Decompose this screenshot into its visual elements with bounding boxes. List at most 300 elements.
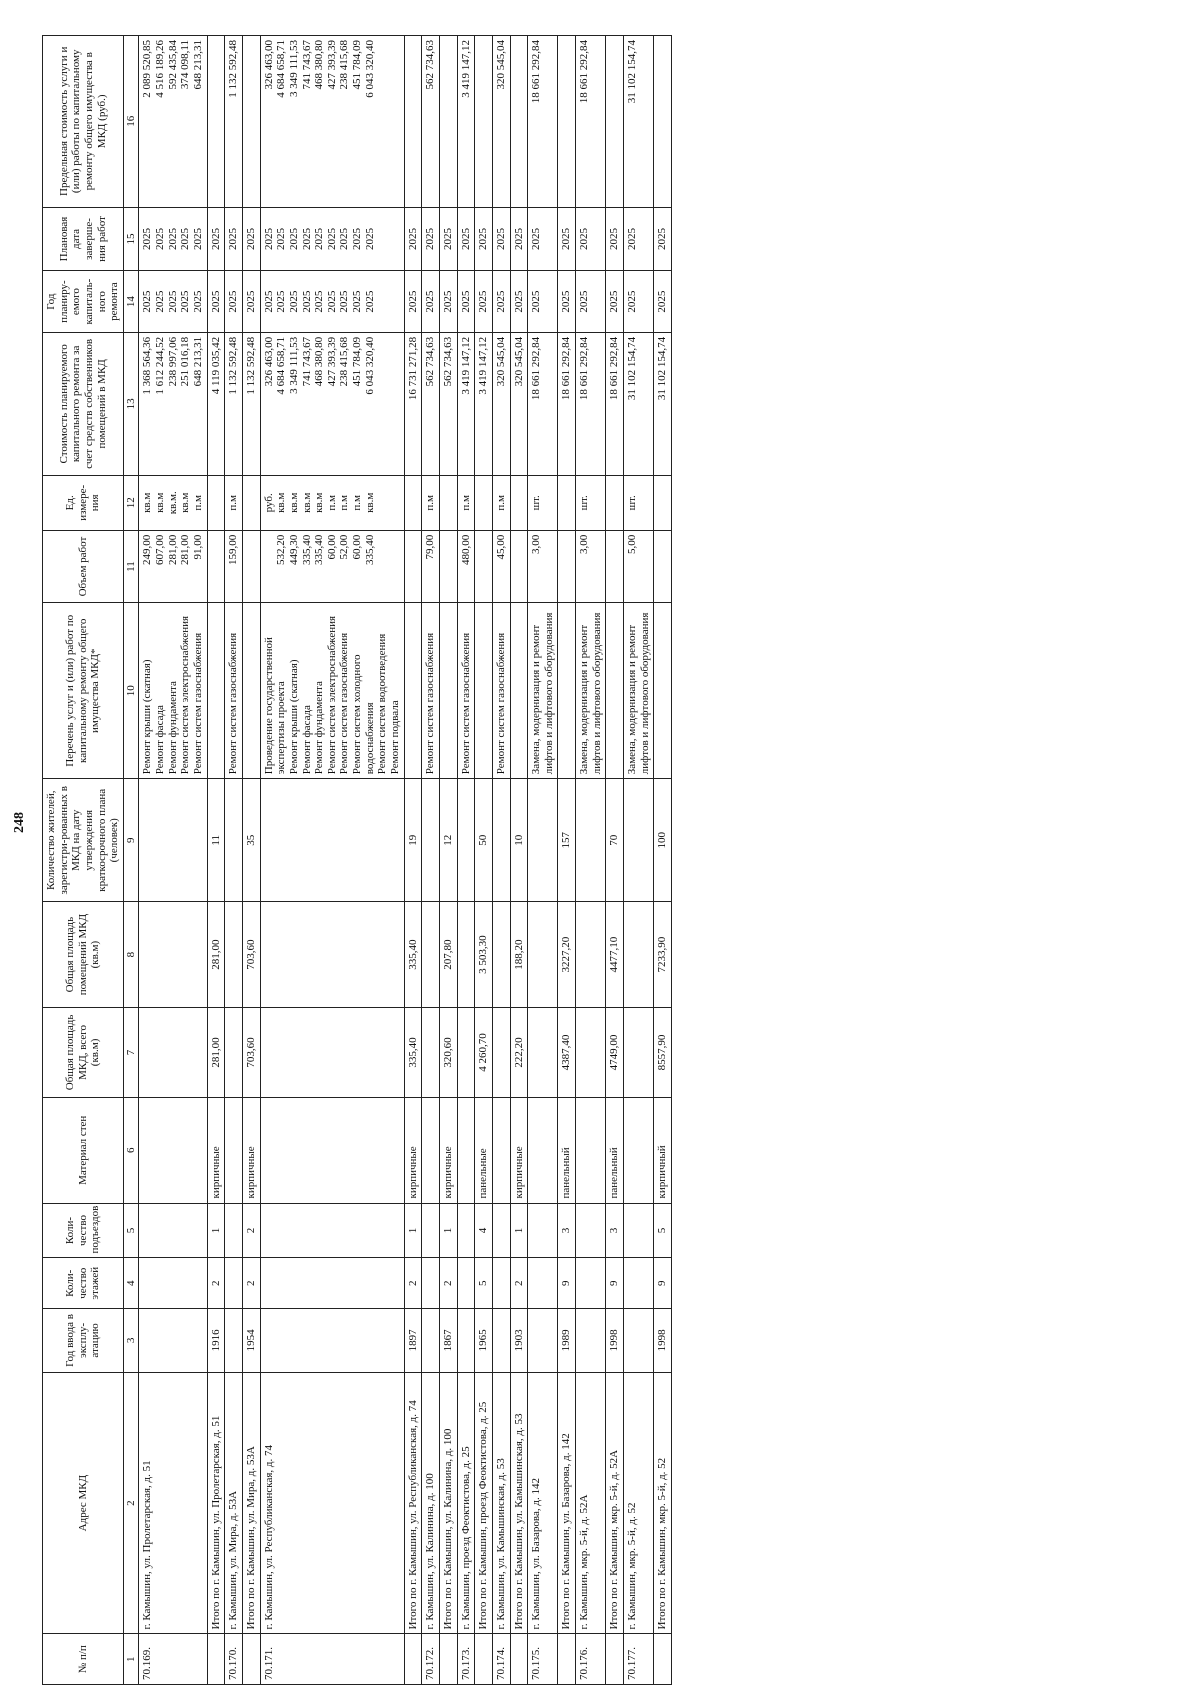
year-cell: 1903 — [510, 1309, 528, 1373]
address-cell: Итого по г. Камышин, ул. Базарова, д. 142 — [558, 1372, 576, 1634]
floors-cell: 9 — [558, 1258, 576, 1309]
volume-cell-line: 607,00 — [154, 534, 167, 566]
entrances-cell — [576, 1203, 606, 1258]
area-rooms-cell: 207,80 — [439, 902, 457, 1008]
end-date-cell-line: 2025 — [275, 227, 288, 250]
plan-year-cell — [207, 271, 225, 333]
plan-year-cell-line: 2025 — [154, 290, 167, 313]
cost-cell-line: 18 661 292,84 — [530, 336, 543, 401]
address-cell: г. Камышин, ул. Мира, д. 53А — [225, 1372, 243, 1634]
end-date-cell — [404, 207, 422, 271]
residents-cell: 12 — [439, 779, 457, 902]
column-number: 14 — [123, 271, 139, 333]
max-cost-cell — [457, 36, 475, 208]
max-cost-cell-line: 741 743,67 — [300, 40, 313, 90]
plan-year-cell-line: 2025 — [512, 290, 525, 313]
end-date-cell — [225, 207, 243, 271]
row-number — [654, 1634, 672, 1685]
unit-cell — [225, 475, 243, 530]
volume-cell-line: 91,00 — [192, 534, 205, 560]
plan-year-cell-line: 2025 — [338, 290, 351, 313]
works-cell — [510, 603, 528, 779]
end-date-cell — [510, 207, 528, 271]
cost-cell-line: 18 661 292,84 — [608, 336, 621, 401]
unit-cell-line: кв.м — [141, 492, 154, 513]
column-header: Общая площадь МКД, всего (кв.м) — [43, 1007, 124, 1097]
area-rooms-cell: 188,20 — [510, 902, 528, 1008]
floors-cell: 2 — [439, 1258, 457, 1309]
unit-cell — [492, 475, 510, 530]
cost-cell-line: 468 380,80 — [313, 336, 326, 387]
max-cost-cell-line — [608, 40, 621, 203]
max-cost-cell-line — [477, 40, 490, 203]
rotated-page — [42, 35, 1197, 1685]
works-cell — [457, 603, 475, 779]
year-cell — [225, 1309, 243, 1373]
plan-year-cell — [404, 271, 422, 333]
row-number: 70.172. — [422, 1634, 440, 1685]
works-cell — [475, 603, 493, 779]
cost-cell — [439, 332, 457, 475]
works-cell-line: Ремонт систем газоснабжения — [192, 632, 205, 775]
volume-cell-line — [477, 535, 490, 599]
table-row — [439, 36, 457, 1685]
works-cell-line: Ремонт систем электроснабжения — [325, 615, 338, 775]
area-rooms-cell — [576, 902, 606, 1008]
plan-year-cell-line: 2025 — [287, 290, 300, 313]
end-date-cell-line: 2025 — [338, 227, 351, 250]
row-number: 70.170. — [225, 1634, 243, 1685]
unit-cell-line — [560, 480, 573, 526]
end-date-cell — [260, 207, 404, 271]
column-number: 4 — [123, 1258, 139, 1309]
column-number: 15 — [123, 207, 139, 271]
unit-cell-line: руб. — [262, 493, 275, 513]
volume-cell-line: 335,40 — [363, 534, 376, 566]
entrances-cell — [457, 1203, 475, 1258]
floors-cell — [457, 1258, 475, 1309]
end-date-cell-line: 2025 — [459, 227, 472, 250]
unit-cell — [510, 475, 528, 530]
works-cell-line: Ремонт систем газоснабжения — [424, 632, 437, 775]
works-cell — [606, 603, 624, 779]
material-cell — [260, 1098, 404, 1204]
cost-cell-line: 320 545,04 — [512, 336, 525, 387]
residents-cell: 35 — [242, 779, 260, 902]
column-header: Материал стен — [43, 1098, 124, 1204]
cost-cell — [606, 332, 624, 475]
plan-year-cell — [654, 271, 672, 333]
entrances-cell: 1 — [207, 1203, 225, 1258]
works-cell — [576, 603, 606, 779]
area-rooms-cell: 3 503,30 — [475, 902, 493, 1008]
table-row — [606, 36, 624, 1685]
end-date-cell-line: 2025 — [477, 227, 490, 250]
volume-cell — [576, 530, 606, 603]
volume-cell — [510, 530, 528, 603]
end-date-cell-line: 2025 — [287, 227, 300, 250]
end-date-cell — [422, 207, 440, 271]
unit-cell — [558, 475, 576, 530]
max-cost-cell-line — [560, 40, 573, 203]
year-cell: 1954 — [242, 1309, 260, 1373]
material-cell: кирпичные — [439, 1098, 457, 1204]
max-cost-cell-line: 6 043 320,40 — [363, 40, 376, 98]
entrances-cell: 1 — [404, 1203, 422, 1258]
floors-cell — [225, 1258, 243, 1309]
end-date-cell — [439, 207, 457, 271]
residents-cell — [225, 779, 243, 902]
column-number: 5 — [123, 1203, 139, 1258]
cost-cell-line: 16 731 271,28 — [406, 336, 419, 401]
end-date-cell-line: 2025 — [192, 227, 205, 250]
max-cost-cell-line: 326 463,00 — [262, 40, 275, 90]
volume-cell-line — [513, 535, 526, 599]
row-number — [439, 1634, 457, 1685]
end-date-cell-line: 2025 — [313, 227, 326, 250]
table-row — [558, 36, 576, 1685]
end-date-cell-line: 2025 — [325, 227, 338, 250]
volume-cell — [404, 530, 422, 603]
table-row — [623, 36, 653, 1685]
column-header: Перечень услуг и (или) работ по капитальному ремонту общего имущества МКД* — [43, 603, 124, 779]
area-total-cell: 703,60 — [242, 1007, 260, 1097]
plan-year-cell-line: 2025 — [608, 290, 621, 313]
cost-cell-line: 4 119 035,42 — [209, 336, 222, 395]
cost-cell — [576, 332, 606, 475]
unit-cell — [207, 475, 225, 530]
works-cell-line: Ремонт крыши (скатная) — [141, 659, 154, 775]
works-cell — [404, 603, 422, 779]
volume-cell-line: 3,00 — [578, 534, 591, 555]
table-row — [404, 36, 422, 1685]
floors-cell — [528, 1258, 558, 1309]
capital-repair-table — [42, 35, 672, 1685]
area-total-cell — [576, 1007, 606, 1097]
area-total-cell: 320,60 — [439, 1007, 457, 1097]
plan-year-cell-line: 2025 — [530, 290, 543, 313]
cost-cell — [558, 332, 576, 475]
works-cell — [260, 603, 404, 779]
end-date-cell-line: 2025 — [406, 227, 419, 250]
plan-year-cell-line: 2025 — [656, 290, 669, 313]
volume-cell-line — [245, 535, 258, 599]
material-cell: кирпичные — [207, 1098, 225, 1204]
max-cost-cell-line: 451 784,09 — [351, 40, 364, 90]
volume-cell — [139, 530, 207, 603]
cost-cell-line: 4 684 658,71 — [275, 336, 288, 395]
end-date-cell-line: 2025 — [424, 227, 437, 250]
cost-cell — [139, 332, 207, 475]
max-cost-cell — [528, 36, 558, 208]
cost-cell — [623, 332, 653, 475]
cost-cell-line: 1 612 244,52 — [154, 336, 167, 395]
cost-cell-line: 1 132 592,48 — [227, 336, 240, 395]
year-cell: 1989 — [558, 1309, 576, 1373]
plan-year-cell-line: 2025 — [406, 290, 419, 313]
works-cell — [225, 603, 243, 779]
material-cell: кирпичные — [510, 1098, 528, 1204]
end-date-cell — [492, 207, 510, 271]
cost-cell-line: 3 419 147,12 — [459, 336, 472, 395]
unit-cell-line: шт. — [625, 495, 638, 511]
floors-cell — [576, 1258, 606, 1309]
area-total-cell — [225, 1007, 243, 1097]
end-date-cell-line: 2025 — [179, 227, 192, 250]
unit-cell-line: кв.м — [287, 492, 300, 513]
plan-year-cell — [225, 271, 243, 333]
end-date-cell-line: 2025 — [166, 227, 179, 250]
max-cost-cell — [139, 36, 207, 208]
residents-cell: 157 — [558, 779, 576, 902]
end-date-cell — [242, 207, 260, 271]
end-date-cell — [139, 207, 207, 271]
works-cell-line: Замена, модернизация и ремонт лифтов и лифтового оборудования — [625, 612, 651, 775]
cost-cell — [492, 332, 510, 475]
area-rooms-cell: 703,60 — [242, 902, 260, 1008]
works-cell-line — [477, 607, 490, 774]
table-row — [475, 36, 493, 1685]
address-cell: Итого по г. Камышин, ул. Мира, д. 53А — [242, 1372, 260, 1634]
works-cell-line: Ремонт систем газоснабжения — [227, 632, 240, 775]
max-cost-cell-line: 3 419 147,12 — [459, 40, 472, 98]
plan-year-cell — [558, 271, 576, 333]
unit-cell — [606, 475, 624, 530]
column-header: Год ввода в эксплу-атацию — [43, 1309, 124, 1373]
plan-year-cell — [457, 271, 475, 333]
residents-cell: 19 — [404, 779, 422, 902]
residents-cell — [422, 779, 440, 902]
plan-year-cell — [528, 271, 558, 333]
entrances-cell — [623, 1203, 653, 1258]
plan-year-cell-line: 2025 — [227, 290, 240, 313]
end-date-cell-line: 2025 — [363, 227, 376, 250]
row-number — [207, 1634, 225, 1685]
unit-cell-line: кв.м — [363, 492, 376, 513]
max-cost-cell-line: 468 380,80 — [313, 40, 326, 90]
material-cell — [528, 1098, 558, 1204]
row-number — [606, 1634, 624, 1685]
residents-cell: 70 — [606, 779, 624, 902]
area-rooms-cell — [492, 902, 510, 1008]
column-number: 11 — [123, 530, 139, 603]
floors-cell: 5 — [475, 1258, 493, 1309]
table-row — [510, 36, 528, 1685]
address-cell: г. Камышин, мкр. 5-й, д. 52А — [576, 1372, 606, 1634]
address-cell: Итого по г. Камышин, ул. Камышинская, д. 53 — [510, 1372, 528, 1634]
plan-year-cell — [510, 271, 528, 333]
end-date-cell-line: 2025 — [244, 227, 257, 250]
works-cell-line — [245, 607, 258, 774]
plan-year-cell-line: 2025 — [192, 290, 205, 313]
cost-cell-line: 1 132 592,48 — [244, 336, 257, 395]
unit-cell — [439, 475, 457, 530]
volume-cell — [528, 530, 558, 603]
volume-cell-line: 60,00 — [325, 534, 338, 560]
cost-cell — [475, 332, 493, 475]
table-row — [528, 36, 558, 1685]
column-number-row — [123, 36, 139, 1685]
works-cell-line: Ремонт фасада — [154, 705, 167, 775]
plan-year-cell-line: 2025 — [244, 290, 257, 313]
area-rooms-cell — [139, 902, 207, 1008]
plan-year-cell-line: 2025 — [441, 290, 454, 313]
residents-cell — [457, 779, 475, 902]
volume-cell-line: 335,40 — [313, 534, 326, 566]
table-row — [457, 36, 475, 1685]
material-cell — [492, 1098, 510, 1204]
cost-cell-line: 251 016,18 — [179, 336, 192, 387]
works-cell-line — [656, 607, 669, 774]
end-date-cell — [623, 207, 653, 271]
works-cell-line: Ремонт фундамента — [166, 681, 179, 775]
works-cell — [654, 603, 672, 779]
volume-cell-line — [656, 535, 669, 599]
material-cell — [457, 1098, 475, 1204]
volume-cell — [654, 530, 672, 603]
column-number: 1 — [123, 1634, 139, 1685]
column-number: 8 — [123, 902, 139, 1008]
volume-cell — [475, 530, 493, 603]
residents-cell: 50 — [475, 779, 493, 902]
end-date-cell-line: 2025 — [578, 227, 591, 250]
year-cell: 1998 — [654, 1309, 672, 1373]
volume-cell-line: 335,40 — [300, 534, 313, 566]
material-cell — [623, 1098, 653, 1204]
works-cell-line: Ремонт систем электроснабжения — [179, 615, 192, 775]
max-cost-cell — [207, 36, 225, 208]
cost-cell-line: 18 661 292,84 — [578, 336, 591, 401]
plan-year-cell-line: 2025 — [325, 290, 338, 313]
entrances-cell — [260, 1203, 404, 1258]
unit-cell-line: кв.м — [179, 492, 192, 513]
end-date-cell-line: 2025 — [262, 227, 275, 250]
max-cost-cell-line — [210, 40, 223, 203]
header-row — [43, 36, 124, 1685]
unit-cell — [623, 475, 653, 530]
material-cell: кирпичный — [654, 1098, 672, 1204]
material-cell — [422, 1098, 440, 1204]
works-cell-line: Ремонт фасада — [300, 705, 313, 775]
entrances-cell: 1 — [439, 1203, 457, 1258]
table-row — [576, 36, 606, 1685]
unit-cell-line — [245, 480, 258, 526]
material-cell — [576, 1098, 606, 1204]
area-total-cell: 8557,90 — [654, 1007, 672, 1097]
unit-cell-line: шт. — [578, 495, 591, 511]
area-total-cell: 335,40 — [404, 1007, 422, 1097]
works-cell-line — [513, 607, 526, 774]
column-header: Коли-чество этажей — [43, 1258, 124, 1309]
works-cell — [439, 603, 457, 779]
year-cell: 1998 — [606, 1309, 624, 1373]
cost-cell-line: 238 415,68 — [338, 336, 351, 387]
area-rooms-cell — [623, 902, 653, 1008]
residents-cell — [139, 779, 207, 902]
plan-year-cell — [576, 271, 606, 333]
area-rooms-cell: 7233,90 — [654, 902, 672, 1008]
material-cell — [139, 1098, 207, 1204]
max-cost-cell — [576, 36, 606, 208]
material-cell: панельный — [558, 1098, 576, 1204]
cost-cell-line: 648 213,31 — [192, 336, 205, 387]
unit-cell-line — [513, 480, 526, 526]
material-cell: кирпичные — [404, 1098, 422, 1204]
address-cell: Итого по г. Камышин, ул. Республиканская, д. 74 — [404, 1372, 422, 1634]
unit-cell-line: п.м — [494, 494, 507, 511]
page-number: 248 — [12, 812, 27, 833]
plan-year-cell-line: 2025 — [275, 290, 288, 313]
end-date-cell-line: 2025 — [300, 227, 313, 250]
end-date-cell-line: 2025 — [209, 227, 222, 250]
plan-year-cell-line: 2025 — [179, 290, 192, 313]
area-rooms-cell — [260, 902, 404, 1008]
column-number: 12 — [123, 475, 139, 530]
column-number: 16 — [123, 36, 139, 208]
max-cost-cell-line — [656, 40, 669, 203]
end-date-cell — [576, 207, 606, 271]
entrances-cell: 5 — [654, 1203, 672, 1258]
unit-cell — [475, 475, 493, 530]
plan-year-cell-line: 2025 — [141, 290, 154, 313]
year-cell — [623, 1309, 653, 1373]
cost-cell-line: 562 734,63 — [441, 336, 454, 387]
plan-year-cell-line: 2025 — [209, 290, 222, 313]
plan-year-cell-line: 2025 — [625, 290, 638, 313]
row-number — [475, 1634, 493, 1685]
row-number — [404, 1634, 422, 1685]
unit-cell — [576, 475, 606, 530]
max-cost-cell-line: 4 516 189,26 — [154, 40, 167, 98]
area-total-cell: 4387,40 — [558, 1007, 576, 1097]
volume-cell-line: 52,00 — [338, 534, 351, 560]
floors-cell: 2 — [207, 1258, 225, 1309]
floors-cell — [422, 1258, 440, 1309]
volume-cell-line — [263, 535, 276, 599]
unit-cell-line: шт. — [530, 495, 543, 511]
table-body — [139, 36, 671, 1685]
max-cost-cell-line: 31 102 154,74 — [625, 40, 638, 104]
plan-year-cell-line: 2025 — [262, 290, 275, 313]
max-cost-cell — [404, 36, 422, 208]
volume-cell-line: 480,00 — [459, 534, 472, 566]
plan-year-cell-line: 2025 — [313, 290, 326, 313]
residents-cell — [492, 779, 510, 902]
floors-cell — [623, 1258, 653, 1309]
material-cell: кирпичные — [242, 1098, 260, 1204]
unit-cell-line — [442, 480, 455, 526]
unit-cell-line — [210, 480, 223, 526]
end-date-cell — [207, 207, 225, 271]
cost-cell — [422, 332, 440, 475]
max-cost-cell-line: 3 349 111,53 — [287, 40, 300, 97]
volume-cell-line — [407, 535, 420, 599]
end-date-cell-line: 2025 — [608, 227, 621, 250]
unit-cell — [528, 475, 558, 530]
max-cost-cell — [439, 36, 457, 208]
end-date-cell-line: 2025 — [494, 227, 507, 250]
works-cell-line: Ремонт систем газоснабжения — [459, 632, 472, 775]
address-cell: Итого по г. Камышин, мкр. 5-й, д. 52А — [606, 1372, 624, 1634]
max-cost-cell — [654, 36, 672, 208]
unit-cell-line: п.м — [227, 494, 240, 511]
table-row — [260, 36, 404, 1685]
residents-cell: 11 — [207, 779, 225, 902]
unit-cell-line — [477, 480, 490, 526]
row-number: 70.173. — [457, 1634, 475, 1685]
address-cell: г. Камышин, ул. Республиканская, д. 74 — [260, 1372, 404, 1634]
area-total-cell — [623, 1007, 653, 1097]
